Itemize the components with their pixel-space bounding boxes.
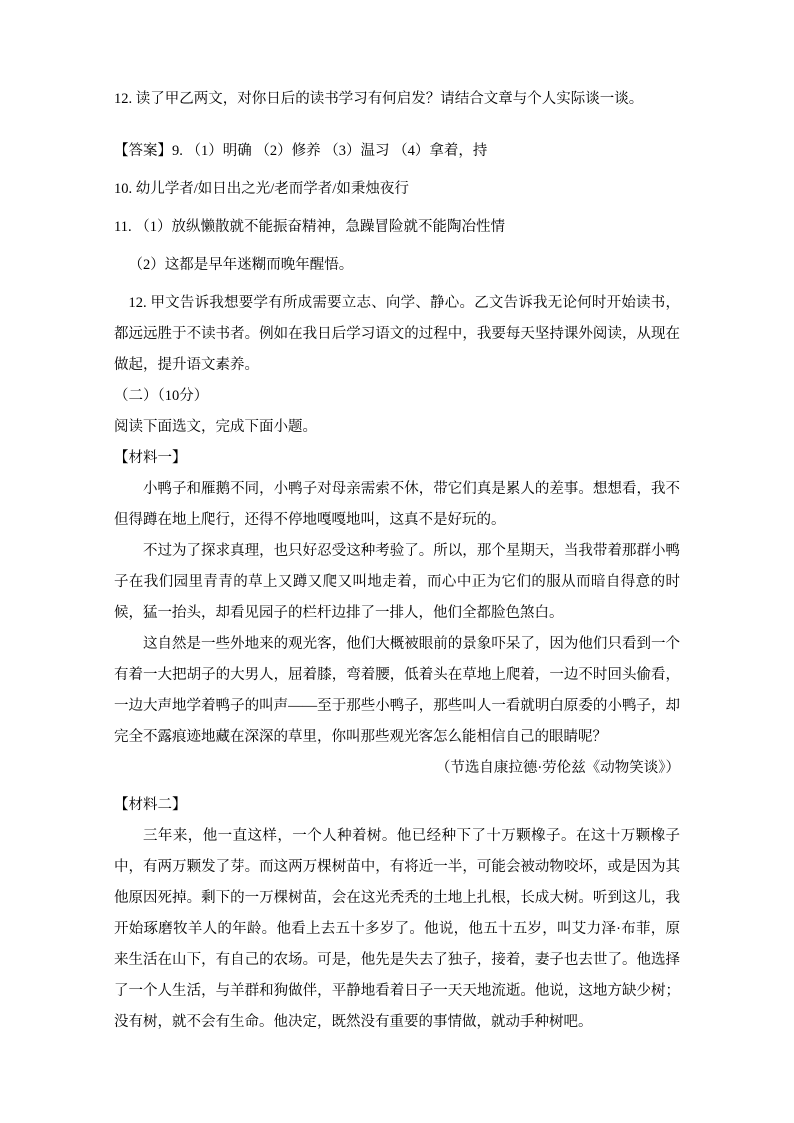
answer-10: 10. 幼儿学者/如日出之光/老而学者/如秉烛夜行 xyxy=(114,181,409,197)
answer-9: 【答案】9. （1）明确 （2）修养 （3）温习 （4）拿着，持 xyxy=(114,143,488,159)
material-2-label: 【材料二】 xyxy=(114,797,187,813)
answer-11-2: （2）这都是早年迷糊而晚年醒悟。 xyxy=(128,257,354,273)
material-1-para: 小鸭子和雁鹅不同，小鸭子对母亲需索不休，带它们真是累人的差事。想想看，我不但得蹲在地上爬行，还得不停地嘎嘎地叫，这真不是好玩的。 xyxy=(114,481,680,528)
answer-11-1: 11. （1）放纵懒散就不能振奋精神，急躁冒险就不能陶冶性情 xyxy=(114,219,505,235)
section-2-header: （二）（10分） xyxy=(114,388,209,404)
source-attribution: （节选自康拉德·劳伦兹《动物笑谈》） xyxy=(435,760,680,776)
material-1-label: 【材料一】 xyxy=(114,450,187,466)
answer-12: 12. 甲文告诉我想要学有所成需要立志、向学、静心。乙文告诉我无论何时开始读书，都远远胜于不读书者。例如在我日后学习语文的过程中，我要每天坚持课外阅读，从现在做起，提升语文素养。 xyxy=(114,295,680,373)
material-1-para: 这自然是一些外地来的观光客，他们大概被眼前的景象吓呆了，因为他们只看到一个有着一大把胡子的大男人，屈着膝，弯着腰，低着头在草地上爬着，一边不时回头偷看，一边大声地学着鸭子的叫声——至于那些小鸭子，那些叫人一看就明白原委的小鸭子，却完全不露痕迹地藏在深深的草里，你叫那些观光客怎么能相信自己的眼睛呢？ xyxy=(114,636,680,745)
question-12-prompt: 12. 读了甲乙两文，对你日后的读书学习有何启发？请结合文章与个人实际谈一谈。 xyxy=(114,91,644,107)
material-1-para: 不过为了探求真理，也只好忍受这种考验了。所以，那个星期天，当我带着那群小鸭子在我们园里青青的草上又蹲又爬又叫地走着，而心中正为它们的服从而暗自得意的时候，猛一抬头，却看见园子的栏杆边排了一排人，他们全都脸色煞白。 xyxy=(114,543,680,621)
material-2-para: 三年来，他一直这样，一个人种着树。他已经种下了十万颗橡子。在这十万颗橡子中，有两万颗发了芽。而这两万棵树苗中，有将近一半，可能会被动物咬坏，或是因为其他原因死掉。剩下的一万棵树苗，会在这光秃秃的土地上扎根，长成大树。听到这儿，我开始琢磨牧羊人的年龄。他看上去五十多岁了。他说，他五十五岁，叫艾力泽·布菲，原来生活在山下，有自己的农场。可是，他先是失去了独子，接着，妻子也去世了。他选择了一个人生活，与羊群和狗做伴，平静地看着日子一天天地流逝。他说，这地方缺少树；没有树，就不会有生命。他决定，既然没有重要的事情做，就动手种树吧。 xyxy=(114,828,680,1030)
reading-instruction: 阅读下面选文，完成下面小题。 xyxy=(114,419,317,435)
